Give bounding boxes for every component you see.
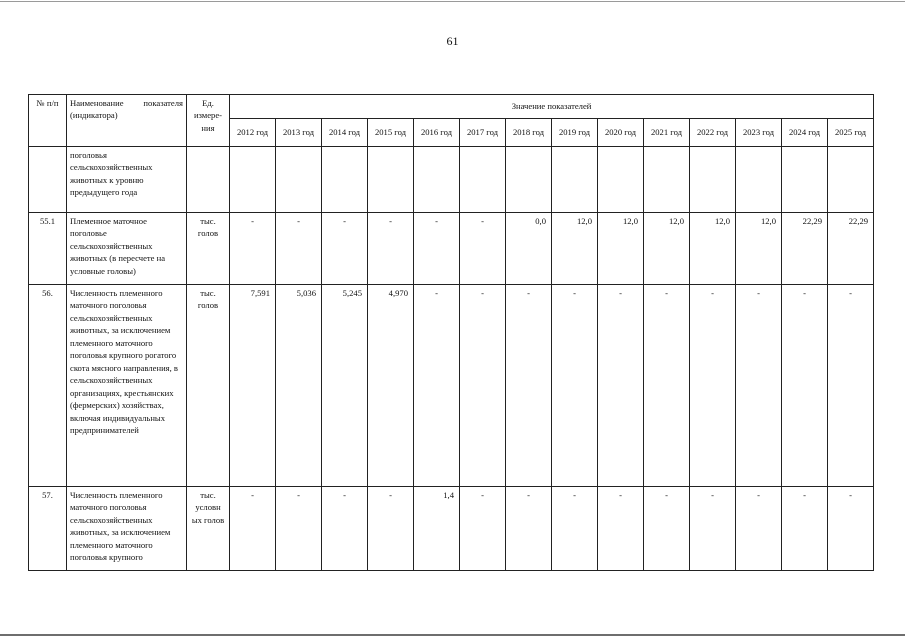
row-value: -	[506, 487, 552, 571]
header-year: 2015 год	[368, 119, 414, 147]
row-value: -	[598, 285, 644, 487]
table-header	[29, 95, 874, 147]
row-value: -	[644, 487, 690, 571]
row-indicator-name: поголовья сельскохозяйственных животных к уровню предыдущего года	[67, 147, 187, 213]
row-value: -	[414, 285, 460, 487]
header-year: 2013 год	[276, 119, 322, 147]
row-value: -	[828, 285, 874, 487]
row-value	[322, 147, 368, 213]
row-value: 7,591	[230, 285, 276, 487]
row-value: 5,245	[322, 285, 368, 487]
row-value: 4,970	[368, 285, 414, 487]
header-year: 2016 год	[414, 119, 460, 147]
row-value: 1,4	[414, 487, 460, 571]
page-number: 61	[446, 34, 459, 48]
row-value: 0,0	[506, 213, 552, 285]
row-value	[736, 147, 782, 213]
row-value	[782, 147, 828, 213]
row-value: -	[690, 487, 736, 571]
row-value: -	[322, 487, 368, 571]
header-num: № п/п	[29, 95, 67, 147]
row-value	[230, 147, 276, 213]
row-num: 55.1	[29, 213, 67, 285]
header-year: 2014 год	[322, 119, 368, 147]
row-value: -	[736, 285, 782, 487]
header-year: 2018 год	[506, 119, 552, 147]
row-value: -	[276, 213, 322, 285]
row-num: 57.	[29, 487, 67, 571]
table-row	[29, 285, 874, 487]
row-value: -	[782, 285, 828, 487]
table-body	[29, 147, 874, 571]
row-value	[368, 147, 414, 213]
row-indicator-name: Численность племенного маточного поголовья сельскохозяйственных животных, за исключением племенного маточного поголовья крупного	[67, 487, 187, 571]
row-value: -	[368, 213, 414, 285]
row-unit: тыс. голов	[187, 285, 230, 487]
row-value: 5,036	[276, 285, 322, 487]
row-value	[506, 147, 552, 213]
row-value: -	[598, 487, 644, 571]
row-value: 12,0	[690, 213, 736, 285]
row-value: -	[276, 487, 322, 571]
row-value	[460, 147, 506, 213]
header-year: 2017 год	[460, 119, 506, 147]
row-indicator-name: Численность племенного маточного поголовья сельскохозяйственных животных, за исключением племенного маточного поголовья крупного рогатого скота мясного направления, в сельскохозяйственных организациях, крестьянских (фермерских) хозяйствах, включая индивидуальных предпринимателей	[67, 285, 187, 487]
row-value: -	[460, 213, 506, 285]
row-value: -	[230, 213, 276, 285]
table-row	[29, 147, 874, 213]
row-value: -	[368, 487, 414, 571]
row-value: -	[414, 213, 460, 285]
row-value: -	[460, 285, 506, 487]
header-year: 2023 год	[736, 119, 782, 147]
row-value: -	[552, 285, 598, 487]
header-values-group: Значение показателей	[230, 95, 874, 119]
indicators-table	[28, 94, 874, 571]
row-value	[552, 147, 598, 213]
row-value: 12,0	[598, 213, 644, 285]
header-year: 2021 год	[644, 119, 690, 147]
header-year: 2012 год	[230, 119, 276, 147]
header-year: 2024 год	[782, 119, 828, 147]
header-unit: Ед. измере-ния	[187, 95, 230, 147]
row-value: -	[690, 285, 736, 487]
row-value	[828, 147, 874, 213]
row-value	[414, 147, 460, 213]
row-value: -	[828, 487, 874, 571]
row-value: -	[322, 213, 368, 285]
table-row	[29, 213, 874, 285]
header-year: 2025 год	[828, 119, 874, 147]
row-value: -	[736, 487, 782, 571]
row-num: 56.	[29, 285, 67, 487]
row-value: -	[552, 487, 598, 571]
row-indicator-name: Племенное маточное поголовье сельскохозяйственных животных (в пересчете на условные головы)	[67, 213, 187, 285]
row-num	[29, 147, 67, 213]
row-value	[644, 147, 690, 213]
header-year: 2022 год	[690, 119, 736, 147]
row-unit: тыс. голов	[187, 213, 230, 285]
row-unit: тыс. условн ых голов	[187, 487, 230, 571]
row-value: 12,0	[736, 213, 782, 285]
row-value: -	[506, 285, 552, 487]
row-value: 22,29	[782, 213, 828, 285]
scan-edge-bottom	[0, 634, 905, 636]
row-value: -	[782, 487, 828, 571]
row-value: -	[230, 487, 276, 571]
row-value: -	[460, 487, 506, 571]
row-value	[690, 147, 736, 213]
row-value: -	[644, 285, 690, 487]
row-value: 12,0	[552, 213, 598, 285]
row-unit	[187, 147, 230, 213]
header-year: 2019 год	[552, 119, 598, 147]
scan-edge-top	[0, 1, 905, 2]
table-row	[29, 487, 874, 571]
header-name: Наименование показателя (индикатора)	[67, 95, 187, 147]
header-year: 2020 год	[598, 119, 644, 147]
row-value	[598, 147, 644, 213]
row-value: 22,29	[828, 213, 874, 285]
row-value: 12,0	[644, 213, 690, 285]
row-value	[276, 147, 322, 213]
